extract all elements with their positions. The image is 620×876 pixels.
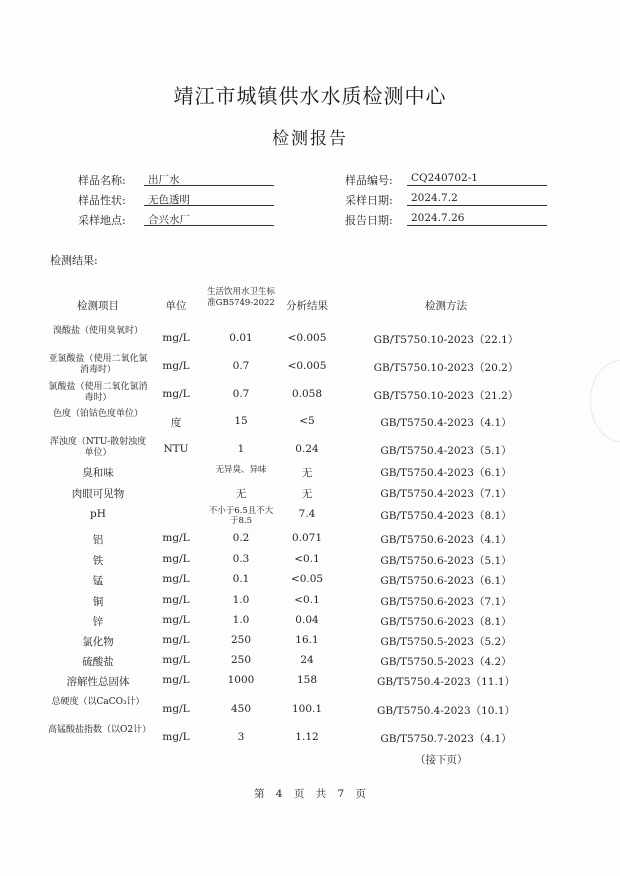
- cell-item: 臭和味: [82, 467, 114, 479]
- cell-unit: mg/L: [162, 553, 190, 565]
- sample-name-value: 出厂水: [144, 172, 274, 186]
- cell-standard: 250: [230, 634, 252, 646]
- cell-item: 铜: [92, 596, 104, 608]
- cell-unit: mg/L: [162, 594, 190, 606]
- cell-unit: mg/L: [162, 360, 190, 372]
- cell-method: GB/T5750.5-2023（4.2）: [380, 656, 512, 668]
- cell-method: GB/T5750.6-2023（8.1）: [380, 616, 512, 628]
- cell-method: GB/T5750.10-2023（22.1）: [373, 334, 519, 346]
- cell-method: GB/T5750.4-2023（7.1）: [380, 488, 512, 500]
- header-item: 检测项目: [77, 300, 119, 312]
- cell-result: <0.05: [290, 573, 324, 585]
- cell-result: 24: [300, 654, 314, 666]
- cell-item: 锌: [92, 616, 104, 628]
- cell-standard: 0.7: [232, 360, 250, 372]
- continued-note: （接下页）: [415, 754, 468, 766]
- cell-unit: mg/L: [162, 332, 190, 344]
- page-footer: [0, 786, 620, 801]
- cell-result: 1.12: [295, 731, 319, 743]
- stamp-mark: [590, 360, 620, 442]
- cell-result: 100.1: [291, 703, 323, 715]
- report-title: 检测报告: [272, 129, 348, 149]
- cell-unit: mg/L: [162, 532, 190, 544]
- cell-standard: 15: [234, 415, 248, 427]
- sampling-site-value: 合兴水厂: [144, 212, 274, 226]
- cell-method: GB/T5750.6-2023（5.1）: [380, 555, 512, 567]
- cell-method: GB/T5750.4-2023（10.1）: [376, 705, 516, 717]
- footer-suffix: 页: [355, 788, 367, 800]
- cell-result: <0.005: [287, 332, 327, 344]
- cell-item: 肉眼可见物: [71, 488, 125, 500]
- cell-result: <0.005: [287, 360, 327, 372]
- cell-method: GB/T5750.4-2023（8.1）: [380, 510, 512, 522]
- cell-method: GB/T5750.7-2023（4.1）: [380, 733, 512, 745]
- cell-standard: 0.2: [232, 532, 250, 544]
- header-method: 检测方法: [425, 300, 467, 312]
- cell-method: GB/T5750.4-2023（5.1）: [380, 445, 512, 457]
- cell-result: 0.058: [291, 388, 323, 400]
- sampling-date-value: 2024.7.2: [407, 192, 547, 206]
- cell-result: 0.071: [291, 532, 323, 544]
- cell-standard: 无异臭、异味: [215, 465, 267, 475]
- cell-method: GB/T5750.6-2023（6.1）: [380, 575, 512, 587]
- cell-method: GB/T5750.4-2023（4.1）: [380, 417, 512, 429]
- cell-item: 铁: [92, 555, 104, 567]
- cell-item: pH: [90, 508, 106, 520]
- cell-item: 铝: [92, 534, 104, 546]
- cell-item: 氯酸盐（使用二氧化氯消毒时）: [48, 382, 148, 403]
- sampling-date-label: 采样日期:: [345, 194, 393, 207]
- footer-total-pages: 7: [337, 788, 345, 800]
- cell-item: 亚氯酸盐（使用二氧化氯消毒时）: [48, 354, 148, 375]
- cell-item: 氯化物: [82, 636, 114, 648]
- cell-unit: NTU: [163, 443, 189, 455]
- cell-result: 无: [301, 488, 313, 500]
- cell-result: <0.1: [294, 553, 320, 565]
- cell-result: <0.1: [294, 594, 320, 606]
- cell-method: GB/T5750.4-2023（11.1）: [376, 676, 516, 688]
- cell-result: 158: [296, 674, 318, 686]
- cell-result: 7.4: [298, 508, 316, 520]
- sample-state-label: 样品性状:: [78, 194, 126, 207]
- cell-standard: 1.0: [232, 614, 250, 626]
- footer-total-word: 共: [315, 788, 327, 800]
- report-date-label: 报告日期:: [345, 214, 393, 227]
- org-title: 靖江市城镇供水水质检测中心: [173, 84, 447, 108]
- cell-standard: 3: [237, 731, 245, 743]
- cell-unit: mg/L: [162, 573, 190, 585]
- header-unit: 单位: [165, 300, 187, 312]
- cell-item: 硫酸盐: [82, 656, 114, 668]
- cell-unit: mg/L: [162, 614, 190, 626]
- cell-item: 浑浊度（NTU-散射浊度单位）: [49, 437, 147, 458]
- header-standard: 生活饮用水卫生标准GB5749-2022: [206, 287, 275, 308]
- cell-standard: 不小于6.5且不大于8.5: [208, 506, 274, 526]
- cell-result: 0.24: [295, 443, 319, 455]
- cell-unit: 度: [170, 417, 182, 429]
- cell-result: 无: [301, 467, 313, 479]
- sampling-site-label: 采样地点:: [78, 214, 126, 227]
- cell-result: 16.1: [295, 634, 319, 646]
- cell-unit: mg/L: [162, 388, 190, 400]
- cell-standard: 450: [230, 703, 252, 715]
- cell-method: GB/T5750.10-2023（20.2）: [373, 362, 519, 374]
- cell-unit: mg/L: [162, 674, 190, 686]
- cell-item: 高锰酸盐指数（以O2计）: [48, 725, 152, 735]
- cell-method: GB/T5750.4-2023（6.1）: [380, 467, 512, 479]
- results-label: 检测结果:: [50, 254, 98, 267]
- cell-method: GB/T5750.6-2023（7.1）: [380, 596, 512, 608]
- cell-item: 色度（铂钴色度单位）: [52, 409, 143, 419]
- cell-item: 总硬度（以CaCO₃计）: [51, 697, 145, 707]
- cell-item: 锰: [92, 575, 104, 587]
- cell-standard: 0.3: [232, 553, 250, 565]
- cell-result: <5: [299, 415, 315, 427]
- cell-standard: 250: [230, 654, 252, 666]
- sample-name-label: 样品名称:: [78, 174, 126, 187]
- report-date-value: 2024.7.26: [407, 212, 547, 226]
- cell-unit: mg/L: [162, 703, 190, 715]
- cell-unit: mg/L: [162, 634, 190, 646]
- cell-result: 0.04: [295, 614, 319, 626]
- footer-current-page: 4: [275, 788, 283, 800]
- cell-item: 溴酸盐（使用臭氧时）: [52, 326, 143, 336]
- cell-unit: mg/L: [162, 654, 190, 666]
- cell-item: 溶解性总固体: [66, 676, 130, 688]
- cell-standard: 无: [235, 488, 247, 500]
- sample-state-value: 无色透明: [144, 192, 274, 206]
- sample-no-value: CQ240702-1: [407, 172, 547, 186]
- cell-method: GB/T5750.6-2023（4.1）: [380, 534, 512, 546]
- cell-standard: 1000: [227, 674, 255, 686]
- cell-standard: 1.0: [232, 594, 250, 606]
- header-result: 分析结果: [286, 300, 328, 312]
- cell-standard: 0.01: [229, 332, 253, 344]
- cell-method: GB/T5750.10-2023（21.2）: [373, 390, 519, 402]
- cell-unit: mg/L: [162, 731, 190, 743]
- cell-method: GB/T5750.5-2023（5.2）: [380, 636, 512, 648]
- footer-prefix: 第: [253, 788, 265, 800]
- cell-standard: 0.7: [232, 388, 250, 400]
- footer-mid: 页: [293, 788, 305, 800]
- sample-no-label: 样品编号:: [345, 174, 393, 187]
- cell-standard: 0.1: [232, 573, 250, 585]
- cell-standard: 1: [237, 443, 245, 455]
